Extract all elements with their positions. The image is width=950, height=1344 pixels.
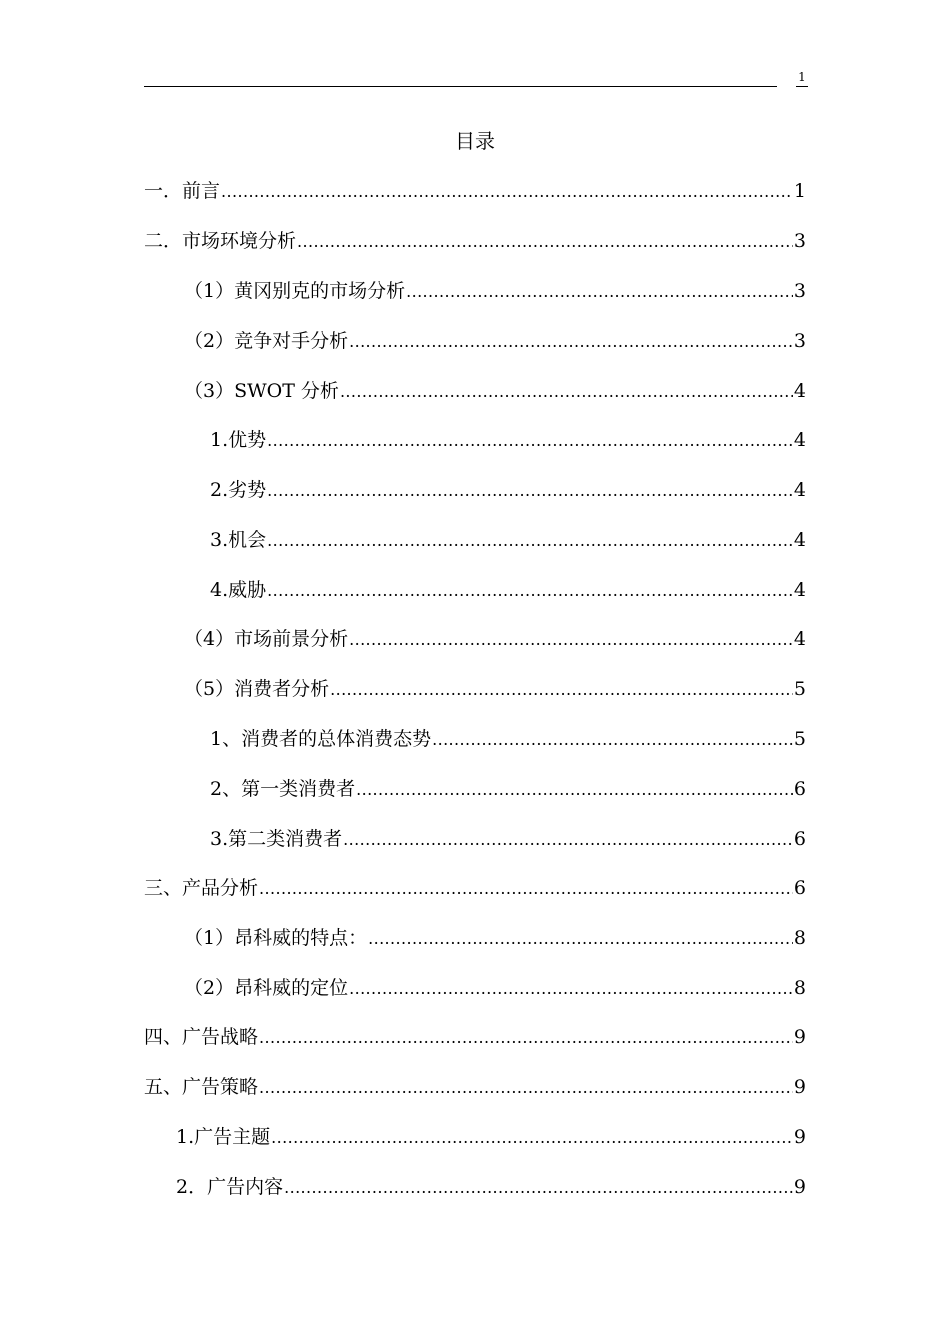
toc-entry-ad-content[interactable] — [176, 1172, 806, 1202]
toc-entry-label: 四、广告战略 — [144, 1026, 259, 1048]
toc-leader-dots — [259, 874, 793, 904]
toc-leader-dots — [271, 1123, 793, 1153]
toc-leader-dots — [267, 476, 793, 506]
toc-leader-dots — [368, 924, 793, 954]
toc-entry-label: （1）黄冈别克的市场分析 — [184, 280, 406, 302]
toc-entry-page: 4 — [793, 479, 806, 501]
toc-entry-label: 1.广告主题 — [176, 1126, 271, 1148]
toc-entry-page: 3 — [793, 280, 806, 302]
toc-leader-dots — [259, 1073, 793, 1103]
toc-entry-strengths[interactable] — [210, 425, 806, 455]
toc-entry-page: 3 — [793, 230, 806, 252]
toc-entry-label: 2．广告内容 — [176, 1176, 284, 1198]
toc-entry-page: 9 — [793, 1176, 806, 1198]
toc-entry-page: 5 — [793, 678, 806, 700]
toc-entry-page: 4 — [793, 380, 806, 402]
toc-entry-label: 3.第二类消费者 — [210, 828, 343, 850]
header-rule — [144, 86, 777, 87]
toc-leader-dots — [284, 1173, 793, 1203]
toc-entry-envision-positioning[interactable] — [184, 973, 806, 1003]
toc-leader-dots — [267, 426, 793, 456]
toc-leader-dots — [343, 825, 793, 855]
toc-entry-buick-market[interactable] — [184, 276, 806, 306]
toc-entry-page: 5 — [793, 728, 806, 750]
toc-entry-threats[interactable] — [210, 575, 806, 605]
toc-entry-market-outlook[interactable] — [184, 624, 806, 654]
toc-entry-label: 1.优势 — [210, 429, 267, 451]
toc-entry-page: 4 — [793, 429, 806, 451]
toc-entry-preface[interactable] — [144, 176, 806, 206]
toc-entry-label: （1）昂科威的特点： — [184, 927, 368, 949]
toc-entry-swot[interactable] — [184, 376, 806, 406]
toc-entry-label: （5）消费者分析 — [184, 678, 330, 700]
toc-entry-page: 4 — [793, 579, 806, 601]
toc-leader-dots — [221, 177, 793, 207]
page-number: 1 — [796, 70, 808, 87]
toc-entry-page: 6 — [793, 877, 806, 899]
toc-leader-dots — [267, 526, 793, 556]
toc-entry-label: 2.劣势 — [210, 479, 267, 501]
toc-entry-envision-features[interactable] — [184, 923, 806, 953]
toc-leader-dots — [297, 227, 793, 257]
toc-entry-opportunities[interactable] — [210, 525, 806, 555]
toc-entry-label: 2、第一类消费者 — [210, 778, 356, 800]
toc-entry-label: 3.机会 — [210, 529, 267, 551]
toc-entry-page: 4 — [793, 628, 806, 650]
toc-entry-ad-theme[interactable] — [176, 1122, 806, 1152]
toc-entry-label: 五、广告策略 — [144, 1076, 259, 1098]
toc-entry-page: 1 — [793, 180, 806, 202]
toc-leader-dots — [356, 775, 793, 805]
toc-leader-dots — [340, 377, 793, 407]
toc-entry-page: 9 — [793, 1126, 806, 1148]
toc-entry-page: 4 — [793, 529, 806, 551]
toc-entry-label: （2）昂科威的定位 — [184, 977, 349, 999]
toc-entry-label: 二．市场环境分析 — [144, 230, 297, 252]
toc-entry-consumer-analysis[interactable] — [184, 674, 806, 704]
toc-entry-page: 6 — [793, 828, 806, 850]
toc-entry-label: 三、产品分析 — [144, 877, 259, 899]
toc-entry-weaknesses[interactable] — [210, 475, 806, 505]
toc-leader-dots — [432, 725, 793, 755]
toc-entry-consumer-trend[interactable] — [210, 724, 806, 754]
toc-title: 目录 — [455, 129, 495, 153]
toc-entry-page: 8 — [793, 977, 806, 999]
toc-entry-label: （2）竞争对手分析 — [184, 330, 349, 352]
toc-entry-label: （3）SWOT 分析 — [184, 380, 339, 402]
toc-entry-product-analysis[interactable] — [144, 873, 806, 903]
toc-entry-consumer-type-1[interactable] — [210, 774, 806, 804]
toc-entry-competitors[interactable] — [184, 326, 806, 356]
toc-leader-dots — [349, 625, 793, 655]
toc-leader-dots — [259, 1023, 793, 1053]
toc-leader-dots — [267, 576, 793, 606]
toc-entry-page: 9 — [793, 1026, 806, 1048]
toc-entry-ad-strategy[interactable] — [144, 1022, 806, 1052]
toc-leader-dots — [349, 327, 793, 357]
toc-leader-dots — [330, 675, 793, 705]
toc-entry-ad-tactics[interactable] — [144, 1072, 806, 1102]
toc-entry-label: 一．前言 — [144, 180, 221, 202]
toc-entry-consumer-type-2[interactable] — [210, 824, 806, 854]
toc-entry-label: 1、消费者的总体消费态势 — [210, 728, 432, 750]
toc-entry-label: （4）市场前景分析 — [184, 628, 349, 650]
toc-entry-page: 3 — [793, 330, 806, 352]
toc-entry-label: 4.威胁 — [210, 579, 267, 601]
toc-entry-page: 9 — [793, 1076, 806, 1098]
toc-entry-page: 6 — [793, 778, 806, 800]
toc-entry-page: 8 — [793, 927, 806, 949]
toc-leader-dots — [349, 974, 793, 1004]
toc-entry-market-environment[interactable] — [144, 226, 806, 256]
toc-leader-dots — [406, 277, 793, 307]
